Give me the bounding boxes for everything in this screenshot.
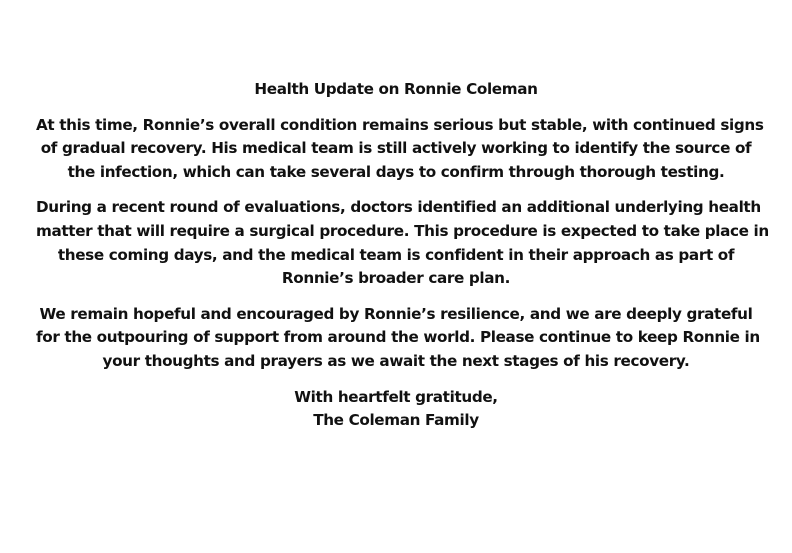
paragraph-line: of gradual recovery. His medical team is still actively working to identify the source of xyxy=(40,139,752,158)
paragraph-condition xyxy=(36,114,764,185)
document-title: Health Update on Ronnie Coleman xyxy=(254,80,538,98)
paragraph-gratitude xyxy=(36,303,760,374)
paragraph-line: We remain hopeful and encouraged by Ronnie’s resilience, and we are deeply grateful xyxy=(39,304,753,323)
paragraph-line: At this time, Ronnie’s overall condition remains serious but stable, with continued signs xyxy=(36,115,764,134)
paragraph-line: matter that will require a surgical procedure. This procedure is expected to take place in xyxy=(36,221,769,240)
paragraph-line: Ronnie’s broader care plan. xyxy=(281,269,511,288)
closing-block xyxy=(36,386,756,433)
closing-line: With heartfelt gratitude, xyxy=(294,387,498,406)
paragraph-line: your thoughts and prayers as we await the next stages of his recovery. xyxy=(102,351,690,370)
health-statement xyxy=(36,78,769,433)
paragraph-line: During a recent round of evaluations, doctors identified an additional underlying health xyxy=(36,198,761,217)
paragraph-line: these coming days, and the medical team is confident in their approach as part of xyxy=(57,245,735,264)
paragraph-line: the infection, which can take several days to confirm through thorough testing. xyxy=(67,162,725,181)
signature: The Coleman Family xyxy=(313,411,479,430)
paragraph-procedure xyxy=(36,196,769,290)
paragraph-line: for the outpouring of support from around the world. Please continue to keep Ronnie in xyxy=(36,328,760,347)
